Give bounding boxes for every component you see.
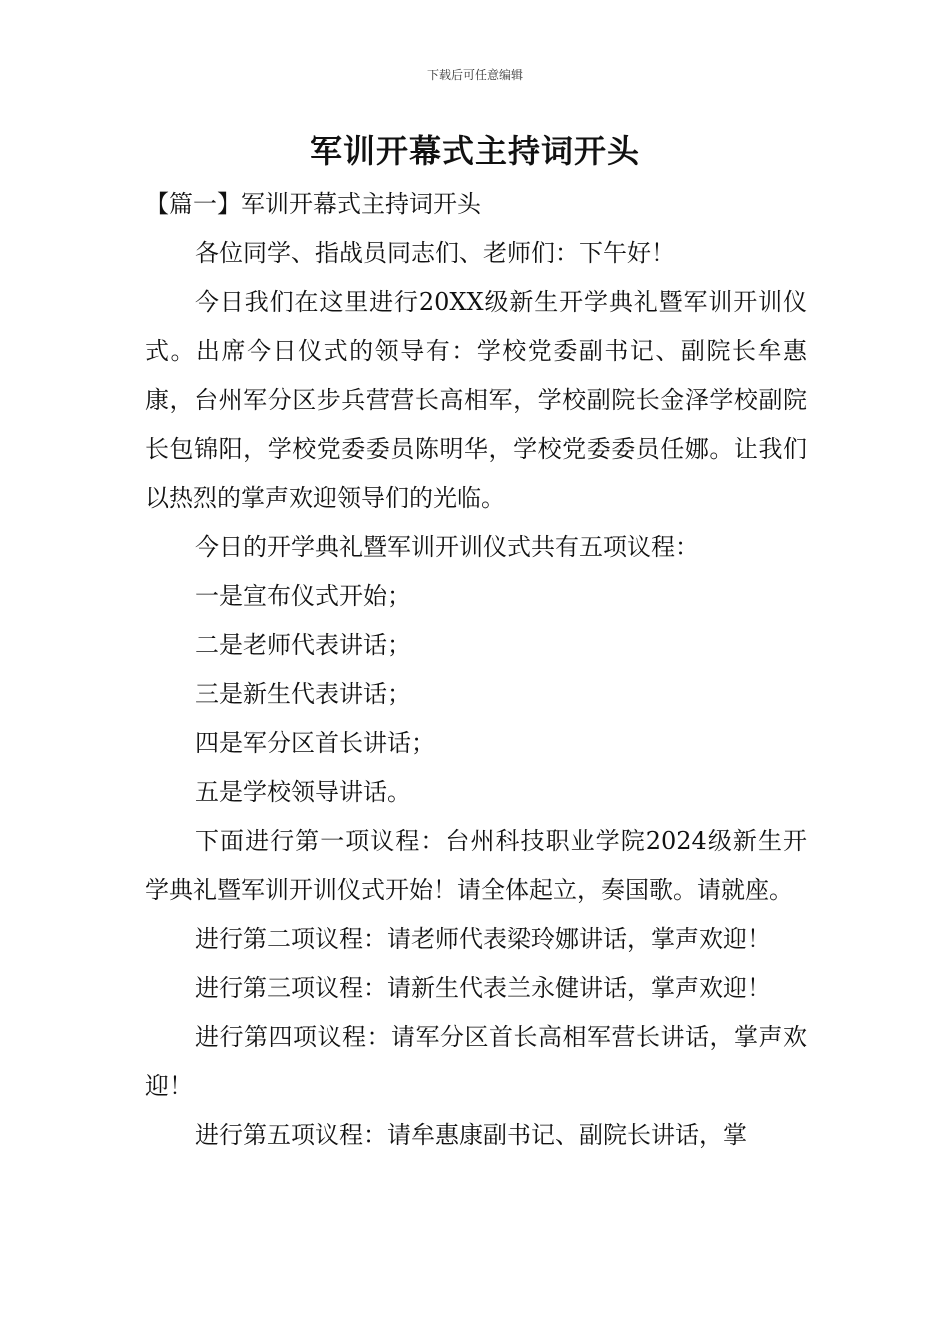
paragraph-step-3: 进行第三项议程：请新生代表兰永健讲话，掌声欢迎！ [195, 974, 771, 1002]
agenda-item-5: 五是学校领导讲话。 [195, 778, 411, 806]
agenda-item-2: 二是老师代表讲话； [195, 631, 411, 659]
section-heading: 【篇一】军训开幕式主持词开头 [145, 190, 481, 218]
agenda-item-4: 四是军分区首长讲话； [195, 729, 435, 757]
paragraph-step-4: 进行第四项议程：请军分区首长高相军营长讲话，掌声欢迎！ [145, 1023, 807, 1100]
agenda-item-1: 一是宣布仪式开始； [195, 582, 411, 610]
paragraph-greeting: 各位同学、指战员同志们、老师们：下午好！ [195, 239, 675, 267]
agenda-item-3: 三是新生代表讲话； [195, 680, 411, 708]
paragraph-intro: 今日我们在这里进行20XX级新生开学典礼暨军训开训仪式。出席今日仪式的领导有：学校党委副书记、副院长牟惠康，台州军分区步兵营营长高相军，学校副院长金泽学校副院长包锦阳，学校党委委员陈明华，学校党委委员任娜。让我们以热烈的掌声欢迎领导们的光临。 [145, 288, 807, 512]
header-note: 下载后可任意编辑 [426, 68, 523, 82]
document-body [145, 180, 807, 1160]
paragraph-step-1: 下面进行第一项议程：台州科技职业学院2024级新生开学典礼暨军训开训仪式开始！请全体起立，奏国歌。请就座。 [145, 827, 807, 904]
paragraph-step-2: 进行第二项议程：请老师代表梁玲娜讲话，掌声欢迎！ [195, 925, 771, 953]
document-title: 军训开幕式主持词开头 [309, 132, 640, 170]
paragraph-step-5: 进行第五项议程：请牟惠康副书记、副院长讲话，掌 [195, 1121, 747, 1149]
paragraph-agenda-intro: 今日的开学典礼暨军训开训仪式共有五项议程： [195, 533, 699, 561]
